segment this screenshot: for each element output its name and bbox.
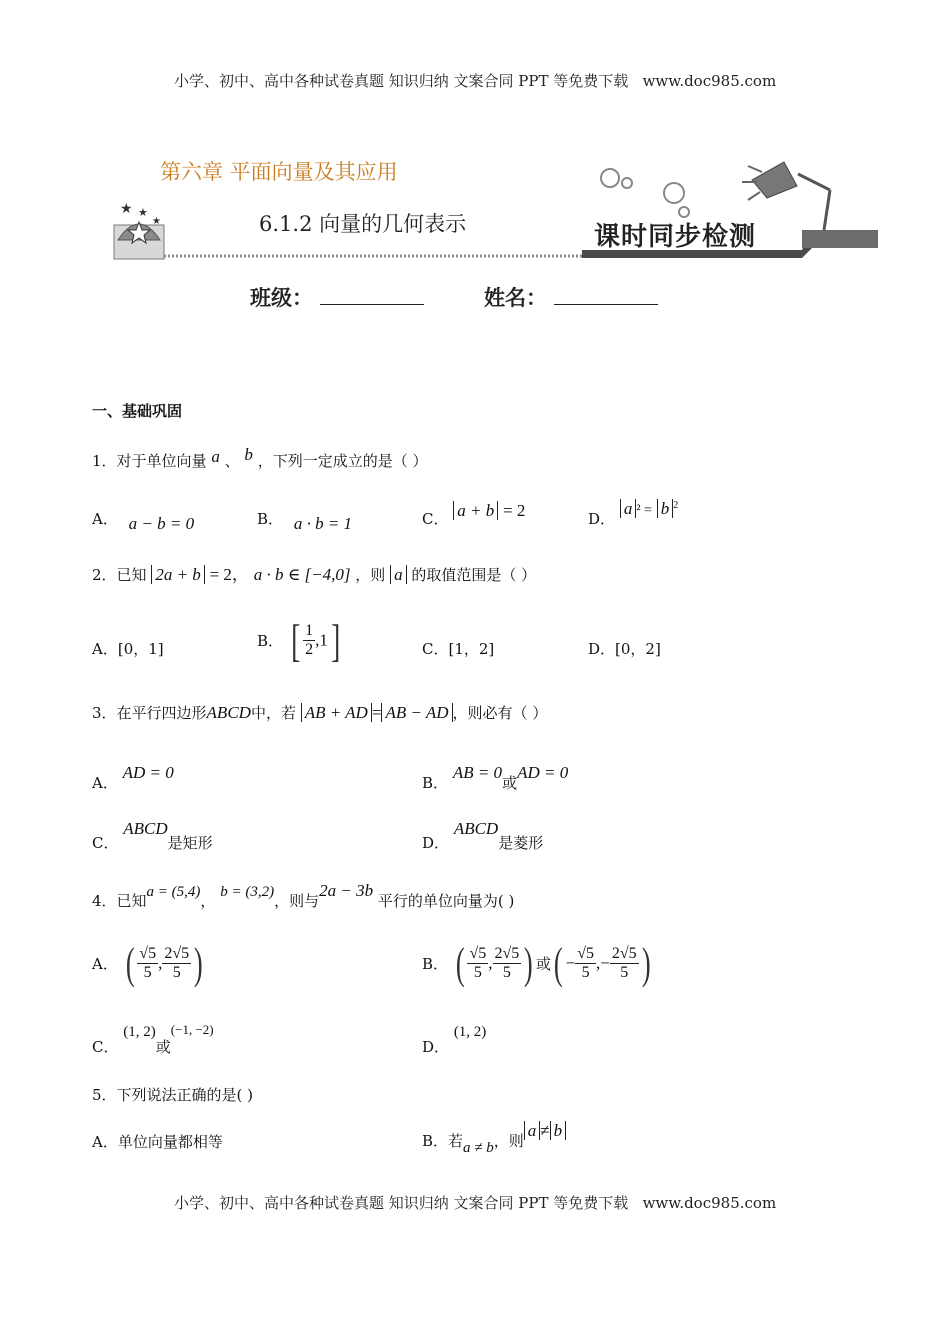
option-label: C． bbox=[92, 1038, 119, 1056]
option-frac bbox=[303, 622, 315, 660]
neg-sign: − bbox=[565, 953, 576, 973]
watermark-bottom bbox=[174, 1192, 776, 1213]
option-lhs: a bbox=[524, 1121, 541, 1140]
q3-tail: ，则必有（ ） bbox=[452, 704, 548, 722]
paren-right: ) bbox=[641, 939, 651, 988]
frac-den: 5 bbox=[473, 964, 482, 981]
option-expr1: (1, 2) bbox=[453, 1024, 487, 1040]
class-label: 班级： bbox=[250, 285, 313, 310]
option-expr: ABCD bbox=[453, 819, 499, 838]
option-rest: ,1 bbox=[315, 630, 328, 650]
name-blank[interactable] bbox=[554, 286, 658, 305]
q2-option-b[interactable] bbox=[257, 614, 343, 667]
q3-option-d[interactable] bbox=[422, 818, 544, 852]
option-label: D． bbox=[422, 1038, 450, 1056]
option-label: C． bbox=[422, 640, 449, 658]
svg-text:★: ★ bbox=[120, 201, 133, 217]
q1-option-c[interactable] bbox=[422, 500, 526, 528]
option-sup: 2 bbox=[673, 500, 679, 511]
frac-den: 5 bbox=[143, 964, 152, 981]
option-expr: a · b = 1 bbox=[293, 514, 353, 533]
q4-lead: 4．已知 bbox=[92, 892, 147, 910]
option-label: C． bbox=[422, 510, 449, 528]
frac-num: √5 bbox=[137, 945, 158, 964]
frac-4 bbox=[610, 945, 639, 983]
option-label: A． bbox=[92, 774, 118, 792]
option-label: C． bbox=[92, 834, 119, 852]
option-label: B． bbox=[422, 774, 449, 792]
question-2 bbox=[92, 560, 536, 585]
question-1 bbox=[92, 445, 427, 471]
option-mid: ² = bbox=[636, 503, 652, 518]
class-blank[interactable] bbox=[320, 286, 424, 305]
q4-vec-a: a = (5,4) bbox=[146, 884, 201, 900]
q3-abs2: AB − AD bbox=[381, 703, 452, 722]
frac-den: 5 bbox=[502, 964, 511, 981]
q2-eq1: = 2， bbox=[209, 565, 249, 584]
frac-3 bbox=[575, 945, 596, 983]
option-text: [0，1] bbox=[117, 640, 164, 658]
paren-right: ) bbox=[194, 939, 203, 988]
q3-option-b[interactable] bbox=[422, 762, 569, 792]
q4-vec-b: b = (3,2) bbox=[220, 884, 275, 900]
neg-sign: − bbox=[600, 953, 610, 973]
frac-1 bbox=[137, 945, 158, 983]
watermark-top bbox=[174, 70, 776, 91]
option-label: B． bbox=[422, 955, 449, 973]
option-abs: a + b bbox=[453, 501, 498, 520]
medal-icon bbox=[114, 201, 164, 259]
option-mid: ，则 bbox=[493, 1132, 524, 1150]
q1-lead: 1．对于单位向量 bbox=[92, 452, 207, 470]
frac-num: 2√5 bbox=[493, 945, 522, 964]
paren-left: ( bbox=[455, 939, 465, 988]
comma: , bbox=[488, 953, 493, 973]
paren-right: ) bbox=[524, 939, 534, 988]
option-expr: a − b = 0 bbox=[128, 514, 195, 533]
q3-option-c[interactable] bbox=[92, 818, 213, 852]
q4-then: ，则与 bbox=[274, 892, 320, 910]
name-field bbox=[484, 282, 658, 312]
frac-1 bbox=[467, 945, 488, 983]
option-text: [0，2] bbox=[615, 640, 661, 658]
q3-mid: 中，若 bbox=[250, 704, 296, 722]
frac-den: 2 bbox=[305, 641, 314, 658]
option-expr2: AD = 0 bbox=[517, 763, 569, 782]
option-neq: ≠ bbox=[540, 1121, 550, 1140]
name-label: 姓名： bbox=[484, 285, 547, 310]
question-4 bbox=[92, 880, 515, 910]
q5-option-b[interactable] bbox=[422, 1120, 566, 1156]
frac-num: 2√5 bbox=[610, 945, 639, 964]
option-lhs: a bbox=[620, 499, 637, 518]
header-banner bbox=[112, 150, 878, 265]
option-label: A． bbox=[92, 1133, 118, 1151]
bracket-right: ] bbox=[330, 615, 341, 666]
q3-abcd: ABCD bbox=[206, 703, 251, 722]
q2-lead: 2．已知 bbox=[92, 566, 147, 584]
q4-option-a[interactable] bbox=[92, 938, 206, 989]
bracket-left: [ bbox=[290, 615, 301, 666]
paren-left: ( bbox=[553, 939, 563, 988]
paren-left: ( bbox=[125, 939, 135, 988]
frac-num: √5 bbox=[467, 945, 488, 964]
q1-sep: 、 bbox=[224, 452, 240, 470]
frac-2 bbox=[162, 945, 191, 983]
class-field bbox=[250, 282, 424, 312]
svg-text:★: ★ bbox=[138, 206, 148, 219]
q3-option-a[interactable] bbox=[92, 762, 174, 792]
frac-den: 5 bbox=[172, 964, 181, 981]
question-5: 5．下列说法正确的是( ) bbox=[92, 1086, 254, 1104]
option-rhs: = 2 bbox=[503, 501, 526, 520]
option-expr: a ≠ b bbox=[463, 1140, 494, 1156]
q4-option-c[interactable] bbox=[92, 1020, 214, 1056]
q1-vec-a: a bbox=[211, 447, 220, 466]
option-text: 单位向量都相等 bbox=[117, 1133, 223, 1151]
option-text: 是菱形 bbox=[498, 834, 544, 852]
q2-tail: 的取值范围是（ ） bbox=[411, 566, 537, 584]
option-label: A． bbox=[92, 510, 118, 528]
q3-abs1: AB + AD bbox=[301, 703, 372, 722]
option-label: B． bbox=[257, 510, 284, 528]
q5-option-a[interactable] bbox=[92, 1131, 223, 1152]
option-rhs: b bbox=[657, 499, 674, 518]
option-label: B． bbox=[257, 632, 284, 650]
option-expr2: (−1, −2) bbox=[170, 1022, 214, 1037]
q1-option-b[interactable] bbox=[257, 508, 353, 533]
q3-eq: = bbox=[371, 703, 382, 722]
frac-2 bbox=[493, 945, 522, 983]
option-or: 或 bbox=[155, 1038, 171, 1056]
q2-option-d[interactable] bbox=[588, 638, 661, 659]
watermark-url: www.doc985.com bbox=[642, 72, 777, 90]
sync-badge: 课时同步检测 bbox=[594, 222, 757, 252]
q4-option-d[interactable] bbox=[422, 1020, 487, 1056]
q2-option-c[interactable] bbox=[422, 638, 494, 659]
q4-option-b[interactable] bbox=[422, 938, 653, 989]
q1-option-d[interactable] bbox=[588, 498, 679, 528]
comma: , bbox=[595, 953, 601, 973]
question-3 bbox=[92, 702, 547, 723]
option-text: 是矩形 bbox=[167, 834, 213, 852]
option-rhs: b bbox=[550, 1121, 567, 1140]
q2-then: ，则 bbox=[355, 566, 386, 584]
watermark-text: 小学、初中、高中各种试卷真题 知识归纳 文案合同 PPT 等免费下载 bbox=[174, 1194, 629, 1212]
frac-num: 2√5 bbox=[162, 945, 191, 964]
option-label: D． bbox=[422, 834, 450, 852]
option-label: A． bbox=[92, 955, 118, 973]
q2-option-a[interactable] bbox=[92, 638, 164, 659]
frac-den: 5 bbox=[581, 964, 590, 981]
q4-tail: 平行的单位向量为( ) bbox=[377, 892, 515, 910]
frac-den: 5 bbox=[620, 964, 629, 981]
option-expr: ABCD bbox=[123, 819, 168, 838]
bubble-icon bbox=[601, 169, 619, 187]
option-or: 或 bbox=[535, 955, 551, 973]
q2-abs2: a bbox=[390, 565, 407, 584]
q1-vec-b: b bbox=[244, 445, 253, 464]
option-label: D． bbox=[588, 640, 616, 658]
option-label: B． bbox=[422, 1132, 449, 1150]
watermark-url: www.doc985.com bbox=[642, 1194, 777, 1212]
option-or: 或 bbox=[502, 774, 518, 792]
q2-abs1: 2a + b bbox=[151, 565, 204, 584]
option-label: A． bbox=[92, 640, 118, 658]
q4-comma: ， bbox=[200, 892, 216, 910]
comma: , bbox=[158, 953, 163, 973]
chapter-title: 第六章 平面向量及其应用 bbox=[160, 160, 398, 184]
lesson-title: 6.1.2 向量的几何表示 bbox=[259, 212, 467, 236]
option-label: D． bbox=[588, 510, 616, 528]
option-pre: 若 bbox=[448, 1132, 464, 1150]
section-title: 一、基础巩固 bbox=[92, 402, 183, 420]
svg-text:★: ★ bbox=[152, 216, 161, 227]
q3-lead: 3．在平行四边形 bbox=[92, 704, 207, 722]
option-expr: AD = 0 bbox=[122, 763, 174, 782]
watermark-text: 小学、初中、高中各种试卷真题 知识归纳 文案合同 PPT 等免费下载 bbox=[174, 72, 629, 90]
q4-expr: 2a − 3b bbox=[319, 881, 374, 900]
q1-option-a[interactable] bbox=[92, 508, 195, 533]
option-text: [1，2] bbox=[448, 640, 495, 658]
frac-num: √5 bbox=[575, 945, 596, 964]
option-expr1: AB = 0 bbox=[452, 763, 503, 782]
frac-num: 1 bbox=[303, 622, 315, 641]
option-expr1: (1, 2) bbox=[123, 1024, 156, 1040]
q1-tail: ，下列一定成立的是（ ） bbox=[257, 452, 428, 470]
q2-dot: a · b ∈ [−4,0] bbox=[253, 565, 351, 584]
